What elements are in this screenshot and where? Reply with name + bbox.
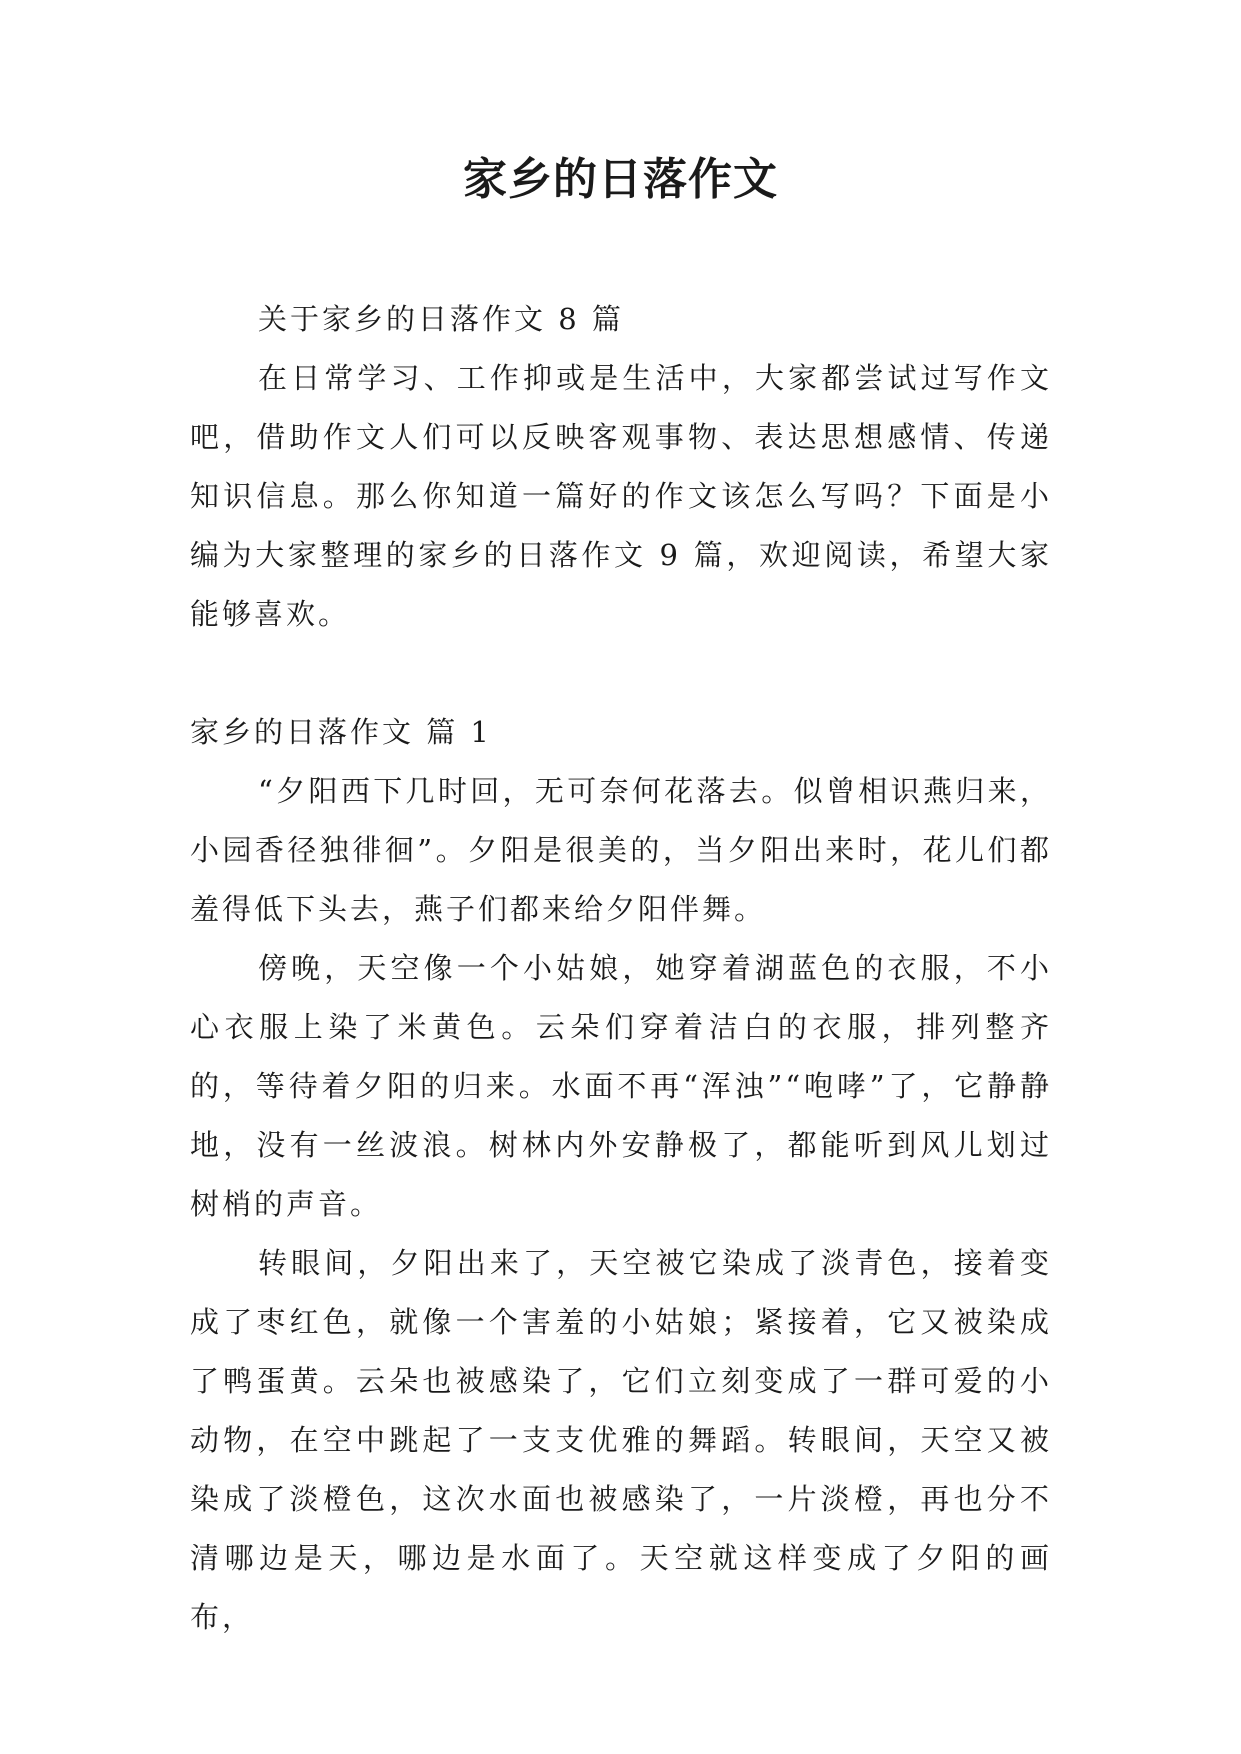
intro-paragraph: 在日常学习、工作抑或是生活中，大家都尝试过写作文吧，借助作文人们可以反映客观事物、表达思想感情、传递知识信息。那么你知道一篇好的作文该怎么写吗？下面是小编为大家整理的家乡的日落作文 9 篇，欢迎阅读，希望大家能够喜欢。 xyxy=(190,361,1052,631)
body-paragraph: 傍晚，天空像一个小姑娘，她穿着湖蓝色的衣服，不小心衣服上染了米黄色。云朵们穿着洁白的衣服，排列整齐的，等待着夕阳的归来。水面不再“浑浊”“咆哮”了，它静静地，没有一丝波浪。树林内外安静极了，都能听到风儿划过树梢的声音。 xyxy=(190,951,1052,1221)
document-body xyxy=(190,290,1052,1647)
body-paragraph: “夕阳西下几时回，无可奈何花落去。似曾相识燕归来，小园香径独徘徊”。夕阳是很美的，当夕阳出来时，花儿们都羞得低下头去，燕子们都来给夕阳伴舞。 xyxy=(190,774,1052,926)
document-subtitle: 关于家乡的日落作文 8 篇 xyxy=(258,302,624,336)
document-title: 家乡的日落作文 xyxy=(463,154,778,205)
body-paragraph: 转眼间，夕阳出来了，天空被它染成了淡青色，接着变成了枣红色，就像一个害羞的小姑娘；紧接着，它又被染成了鸭蛋黄。云朵也被感染了，它们立刻变成了一群可爱的小动物，在空中跳起了一支支优雅的舞蹈。转眼间，天空又被染成了淡橙色，这次水面也被感染了，一片淡橙，再也分不清哪边是天，哪边是水面了。天空就这样变成了夕阳的画布， xyxy=(190,1246,1052,1634)
section-heading: 家乡的日落作文 篇 1 xyxy=(190,715,492,749)
